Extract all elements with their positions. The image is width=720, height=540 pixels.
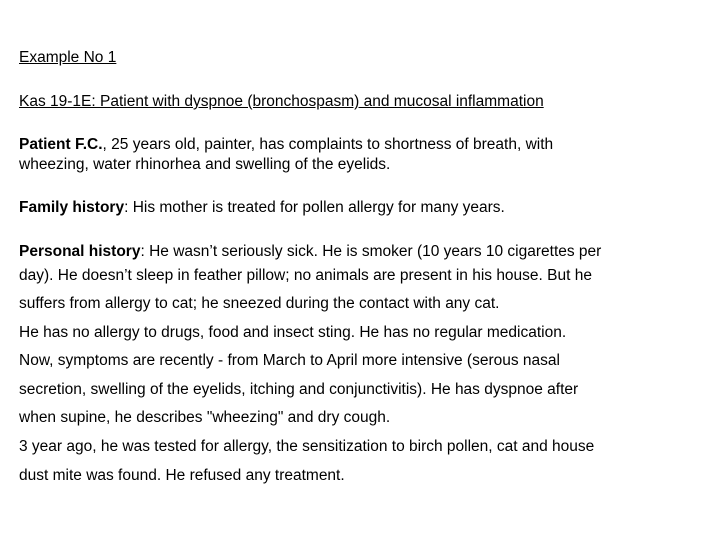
family-history [19,199,505,217]
personal-history-line-3: suffers from allergy to cat; he sneezed during the contact with any cat. [19,295,500,312]
personal-history-line-5: Now, symptoms are recently - from March to April more intensive (serous nasal [19,352,560,369]
patient-text-1: , 25 years old, painter, has complaints to shortness of breath, with [102,136,554,153]
patient-label: Patient F.C. [19,136,103,153]
personal-history-line-1 [19,243,601,261]
personal-history-label: Personal history [19,243,141,260]
patient-line-1 [19,136,553,154]
personal-history-line-2: day). He doesn’t sleep in feather pillow; no animals are present in his house. But he [19,267,592,284]
personal-history-line-6: secretion, swelling of the eyelids, itching and conjunctivitis). He has dyspnoe after [19,381,579,398]
family-history-text: : His mother is treated for pollen allergy for many years. [124,199,505,216]
family-history-label: Family history [19,199,125,216]
personal-history-line-7: when supine, he describes "wheezing" and dry cough. [19,409,391,426]
case-title: Kas 19-1E: Patient with dyspnoe (bronchospasm) and mucosal inflammation [19,93,544,110]
example-title: Example No 1 [19,49,117,66]
personal-history-line-9: dust mite was found. He refused any treatment. [19,467,345,484]
personal-history-line-4: He has no allergy to drugs, food and insect sting. He has no regular medication. [19,324,567,341]
patient-line-2: wheezing, water rhinorhea and swelling of the eyelids. [19,156,391,173]
personal-history-line-8: 3 year ago, he was tested for allergy, the sensitization to birch pollen, cat and house [19,438,595,455]
personal-history-text-1: : He wasn’t seriously sick. He is smoker (10 years 10 cigarettes per [140,243,602,260]
